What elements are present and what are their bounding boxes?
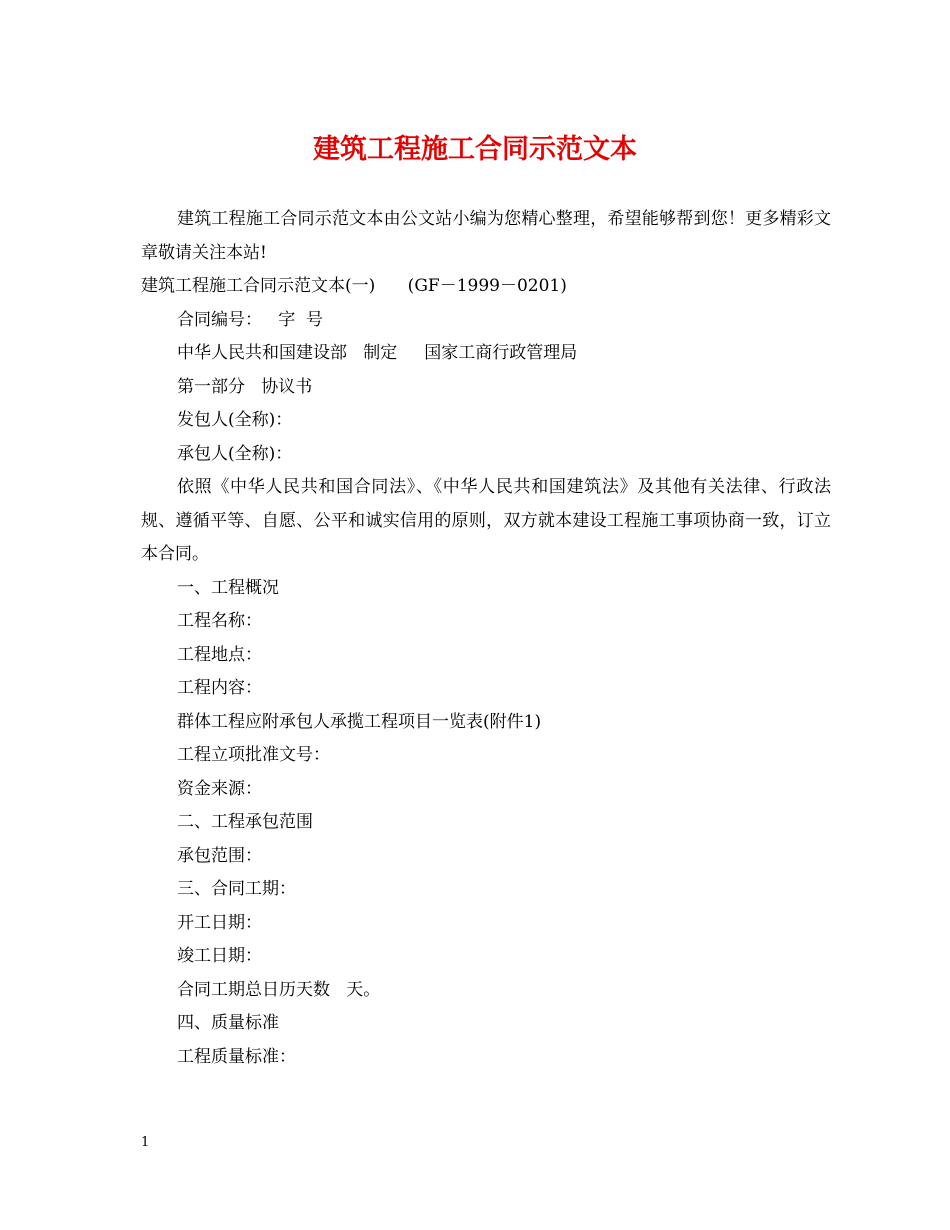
completion-date-line: 竣工日期： [177, 946, 262, 966]
document-title: 建筑工程施工合同示范文本 [313, 134, 637, 165]
section-2-heading: 二、工程承包范围 [177, 812, 313, 832]
funding-source-line: 资金来源： [177, 778, 262, 799]
issuer-line: 中华人民共和国建设部 制定 国家工商行政管理局 [177, 343, 578, 363]
subtitle-line: 建筑工程施工合同示范文本(一) (GF－1999－0201) [141, 276, 567, 296]
section-3-heading: 三、合同工期： [177, 879, 296, 899]
group-projects-line: 群体工程应附承包人承揽工程项目一览表(附件1) [177, 711, 542, 732]
employer-line: 发包人(全称)： [177, 410, 293, 430]
contractor-line: 承包人(全称)： [177, 443, 293, 464]
approval-number-line: 工程立项批准文号： [177, 745, 330, 765]
section-4-heading: 四、质量标准 [177, 1013, 279, 1033]
intro-paragraph: 建筑工程施工合同示范文本由公文站小编为您精心整理，希望能够帮到您！更多精彩文章敬请关注本站! [141, 209, 831, 263]
quality-standard-line: 工程质量标准： [177, 1046, 296, 1067]
basis-paragraph: 依照《中华人民共和国合同法》、《中华人民共和国建筑法》及其他有关法律、行政法规、遵循平等、自愿、公平和诚实信用的原则，双方就本建设工程施工事项协商一致，订立本合同。 [141, 477, 831, 564]
total-days-line: 合同工期总日历天数 天。 [177, 979, 381, 1000]
scope-line: 承包范围： [177, 845, 262, 866]
start-date-line: 开工日期： [177, 912, 262, 933]
project-location-line: 工程地点： [177, 644, 262, 665]
section-1-heading: 一、工程概况 [177, 577, 279, 598]
page-number: 1 [141, 1135, 150, 1150]
contract-number-line: 合同编号： 字 号 [177, 309, 324, 330]
part-one-heading: 第一部分 协议书 [177, 376, 313, 397]
project-name-line: 工程名称： [177, 611, 262, 631]
project-content-line: 工程内容： [177, 678, 262, 698]
document-body [141, 203, 831, 1074]
